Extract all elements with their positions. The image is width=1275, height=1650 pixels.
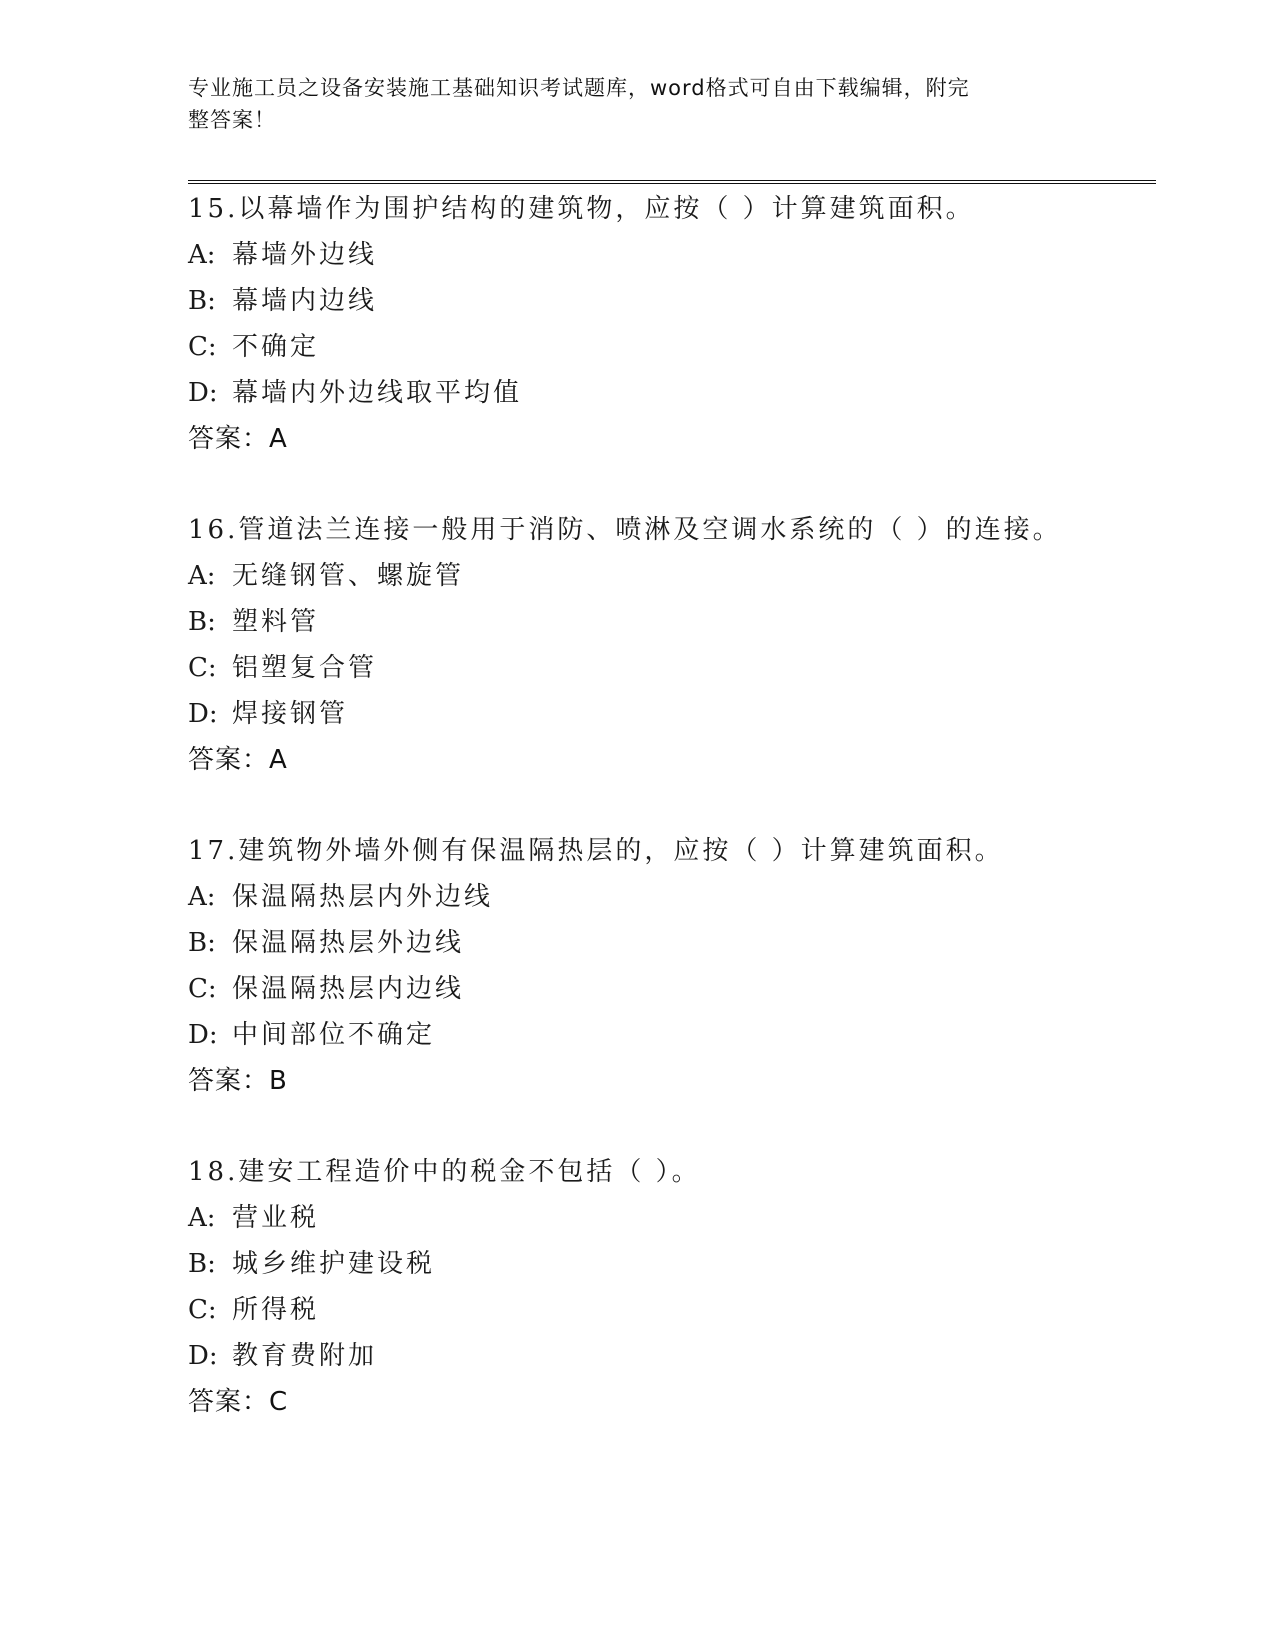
option-key: A: (188, 561, 216, 591)
option-d (188, 1012, 1156, 1058)
option-text: 铝塑复合管 (232, 653, 378, 683)
option-text: 教育费附加 (232, 1341, 378, 1371)
option-text: 塑料管 (232, 607, 320, 637)
option-text: 幕墙外边线 (232, 240, 378, 270)
question-18 (188, 1149, 1156, 1425)
option-key: C: (188, 974, 217, 1004)
option-d (188, 691, 1156, 737)
option-key: A: (188, 882, 216, 912)
option-text: 城乡维护建设税 (232, 1249, 436, 1279)
option-text: 营业税 (232, 1203, 320, 1233)
option-key: B: (188, 1249, 216, 1279)
question-16 (188, 507, 1156, 783)
option-text: 幕墙内外边线取平均值 (232, 378, 523, 408)
question-15 (188, 186, 1156, 462)
option-key: D: (188, 378, 218, 408)
option-text: 保温隔热层内外边线 (232, 882, 494, 912)
option-c (188, 324, 1156, 370)
option-key: B: (188, 607, 216, 637)
question-stem: 17.建筑物外墙外侧有保温隔热层的，应按（ ）计算建筑面积。 (188, 836, 1004, 866)
answer-line: 答案：A (188, 745, 288, 775)
option-c (188, 966, 1156, 1012)
question-list (188, 186, 1156, 1425)
option-c (188, 645, 1156, 691)
option-key: A: (188, 240, 216, 270)
option-key: A: (188, 1203, 216, 1233)
option-key: C: (188, 332, 217, 362)
option-text: 幕墙内边线 (232, 286, 378, 316)
option-d (188, 370, 1156, 416)
option-key: D: (188, 699, 218, 729)
option-d (188, 1333, 1156, 1379)
answer-line: 答案：A (188, 424, 288, 454)
option-text: 所得税 (232, 1295, 320, 1325)
option-key: D: (188, 1020, 218, 1050)
question-17 (188, 828, 1156, 1104)
header-title-line-1: 专业施工员之设备安装施工基础知识考试题库，word格式可自由下载编辑，附完 (188, 76, 970, 100)
option-b (188, 920, 1156, 966)
option-b (188, 599, 1156, 645)
option-text: 不确定 (232, 332, 320, 362)
header-double-rule (188, 180, 1156, 184)
option-key: D: (188, 1341, 218, 1371)
option-text: 保温隔热层内边线 (232, 974, 465, 1004)
answer-line: 答案：B (188, 1066, 288, 1096)
option-key: B: (188, 928, 216, 958)
option-a (188, 874, 1156, 920)
option-key: C: (188, 1295, 217, 1325)
option-text: 保温隔热层外边线 (232, 928, 465, 958)
option-key: C: (188, 653, 217, 683)
option-text: 焊接钢管 (232, 699, 349, 729)
question-stem: 16.管道法兰连接一般用于消防、喷淋及空调水系统的（ ）的连接。 (188, 515, 1062, 545)
option-a (188, 1195, 1156, 1241)
option-b (188, 1241, 1156, 1287)
option-text: 无缝钢管、螺旋管 (232, 561, 465, 591)
option-b (188, 278, 1156, 324)
question-stem: 15.以幕墙作为围护结构的建筑物，应按（ ）计算建筑面积。 (188, 194, 975, 224)
header-title-line-2: 整答案！ (188, 108, 276, 132)
document-header (188, 72, 1068, 136)
answer-line: 答案：C (188, 1387, 289, 1417)
option-text: 中间部位不确定 (232, 1020, 436, 1050)
option-a (188, 553, 1156, 599)
question-stem: 18.建安工程造价中的税金不包括（ ）。 (188, 1157, 701, 1187)
option-key: B: (188, 286, 216, 316)
option-c (188, 1287, 1156, 1333)
option-a (188, 232, 1156, 278)
